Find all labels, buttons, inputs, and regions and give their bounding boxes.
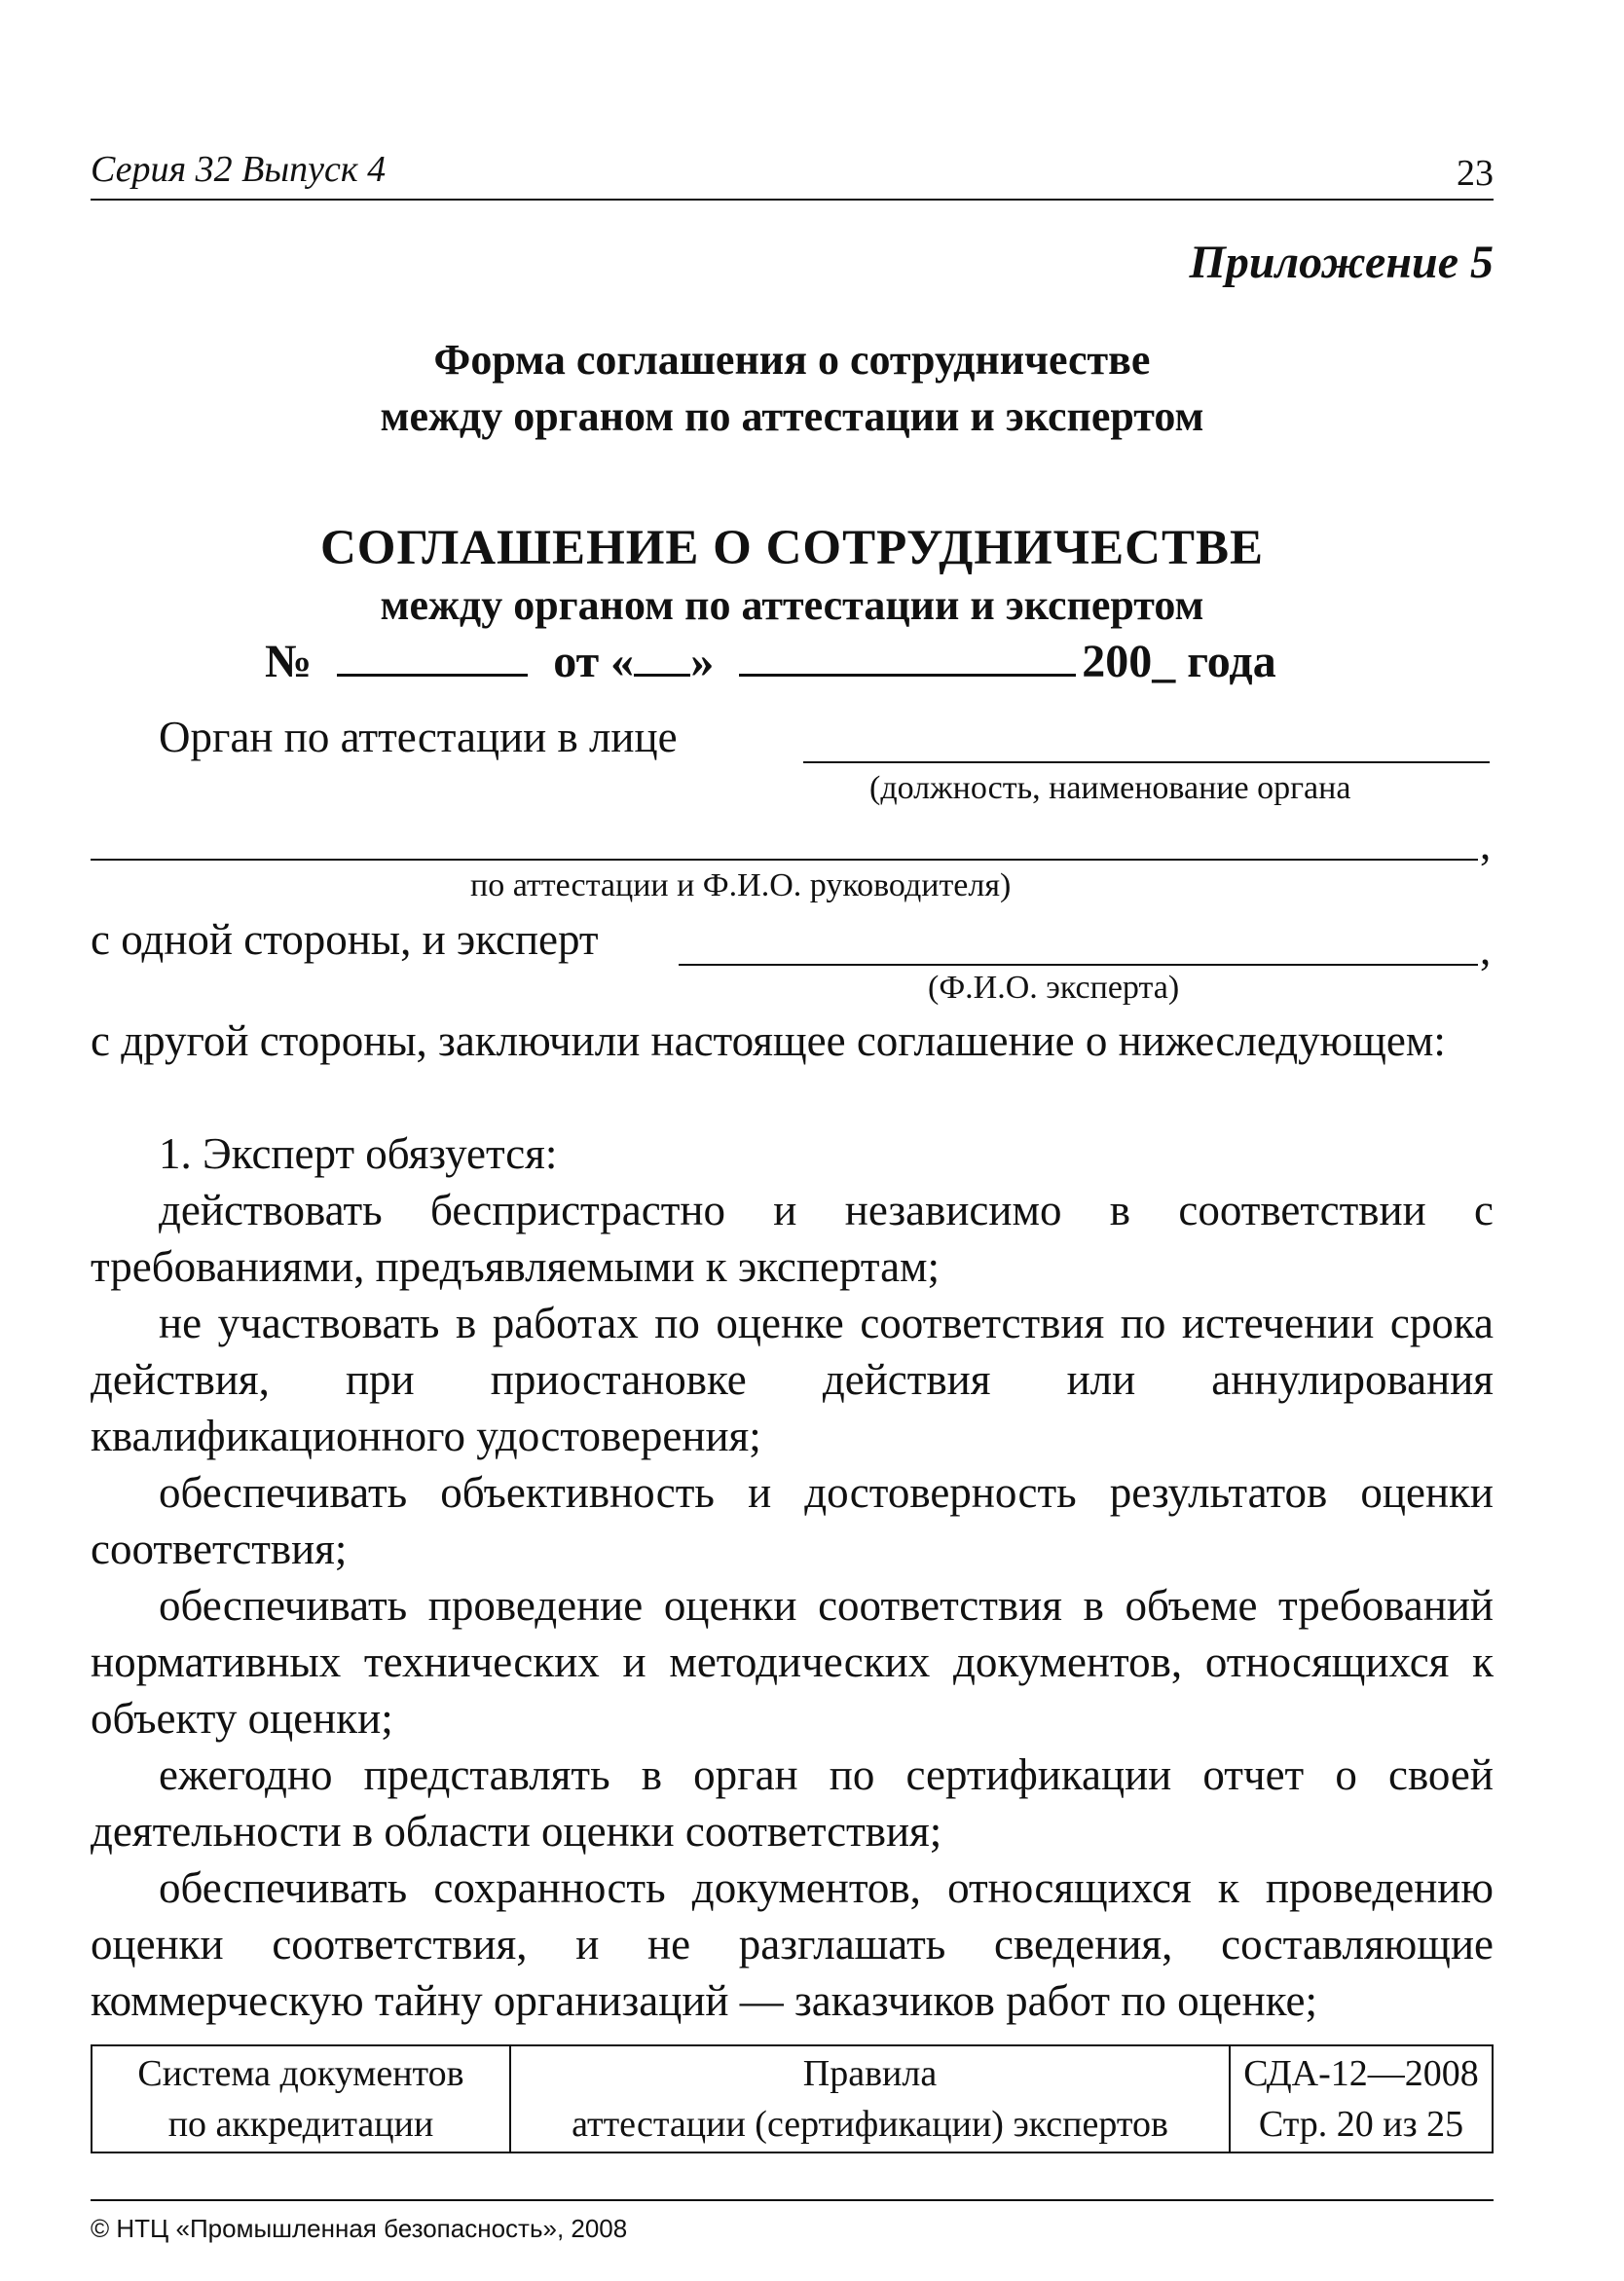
year-label: 200_ года xyxy=(1082,636,1276,687)
document-footer-table xyxy=(91,2044,1494,2153)
organ-name-line xyxy=(803,761,1490,763)
footer-rules-cell xyxy=(510,2045,1230,2152)
item-1-heading xyxy=(91,1125,1494,1182)
number-blank xyxy=(337,639,528,677)
comma-2: , xyxy=(1480,925,1492,974)
organ-label: Орган по аттестации в лице xyxy=(159,713,678,761)
header-divider xyxy=(91,199,1494,201)
month-blank xyxy=(739,639,1076,677)
expert-hint: (Ф.И.О. эксперта) xyxy=(928,970,1180,1006)
footer-rules-line2: аттестации (сертификации) экспертов xyxy=(572,2104,1168,2145)
agreement-number-line xyxy=(265,635,1276,688)
obligation-3-text: обеспечивать объективность и достоверность результатов оценки соответствия; xyxy=(91,1468,1494,1573)
obligation-1 xyxy=(91,1182,1494,1295)
appendix-label: Приложение 5 xyxy=(1189,237,1494,288)
expert-name-line xyxy=(679,964,1478,966)
organ-name-line-2 xyxy=(91,859,1478,861)
agreement-title: СОГЛАШЕНИЕ О СОТРУДНИЧЕСТВЕ xyxy=(319,521,1265,575)
obligation-6-text: обеспечивать сохранность документов, относящихся к проведению оценки соответствия, и не разглашать сведения, составляющие коммерческую тайну организаций — заказчиков работ по оценке; xyxy=(91,1863,1494,2025)
obligation-4-text: обеспечивать проведение оценки соответствия в объеме требований нормативных технических и методических документов, относящихся к объекту оценки; xyxy=(91,1581,1494,1743)
copyright-text: © НТЦ «Промышленная безопасность», 2008 xyxy=(91,2214,628,2243)
agreement-subtitle: между органом по аттестации и экспертом xyxy=(380,581,1204,629)
form-title-line1: Форма соглашения о сотрудничестве xyxy=(433,336,1151,384)
series-label: Серия 32 Выпуск 4 xyxy=(91,149,387,190)
obligation-4 xyxy=(91,1577,1494,1747)
number-sign: № xyxy=(265,636,313,687)
from-label: от « xyxy=(553,636,635,687)
footer-code: СДА-12—2008 xyxy=(1243,2053,1479,2094)
form-title-line2: между органом по аттестации и экспертом xyxy=(380,392,1204,440)
obligation-5-text: ежегодно представлять в орган по сертификации отчет о своей деятельности в области оценки соответствия; xyxy=(91,1750,1494,1856)
item-1-text: 1. Эксперт обязуется: xyxy=(159,1129,558,1178)
obligation-2-text: не участвовать в работах по оценке соответствия по истечении срока действия, при приостановке действия или аннулирования квалификационного удостоверения; xyxy=(91,1299,1494,1460)
footer-page: Стр. 20 из 25 xyxy=(1258,2104,1464,2145)
organ-hint-1: (должность, наименование органа xyxy=(869,770,1351,806)
comma-1: , xyxy=(1480,820,1492,868)
footer-system-line2: по аккредитации xyxy=(167,2104,434,2145)
close-quote: » xyxy=(690,636,715,687)
obligation-6 xyxy=(91,1859,1494,2029)
obligation-1-text: действовать беспристрастно и независимо в соответствии с требованиями, предъявляемыми к экспертам; xyxy=(91,1186,1494,1291)
obligation-2 xyxy=(91,1295,1494,1464)
day-blank xyxy=(634,639,690,677)
intro-paragraph: с другой стороны, заключили настоящее соглашение о нижеследующем: xyxy=(91,1016,1446,1065)
footer-system-line1: Система документов xyxy=(137,2053,464,2094)
footer-system-cell xyxy=(92,2045,510,2152)
expert-label: с одной стороны, и эксперт xyxy=(91,915,599,964)
obligation-5 xyxy=(91,1747,1494,1859)
footer-rules-line1: Правила xyxy=(802,2053,938,2094)
footer-code-cell xyxy=(1230,2045,1493,2152)
organ-hint-2: по аттестации и Ф.И.О. руководителя) xyxy=(470,867,1012,903)
footer-divider xyxy=(91,2199,1494,2201)
page-number: 23 xyxy=(1457,153,1494,194)
obligation-3 xyxy=(91,1464,1494,1577)
